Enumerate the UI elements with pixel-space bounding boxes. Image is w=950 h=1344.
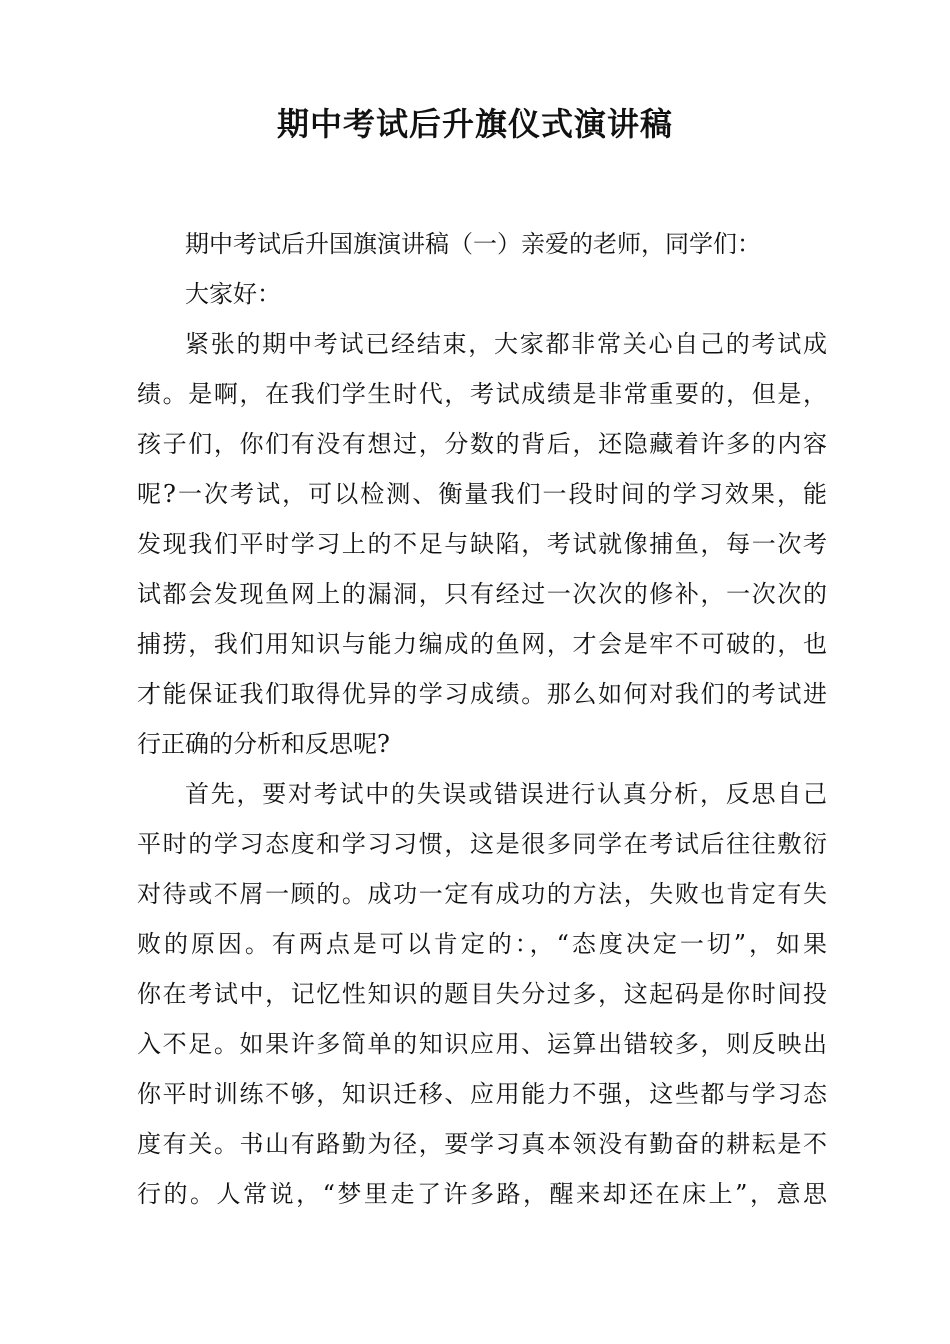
text-line: 绩。是啊，在我们学生时代，考试成绩是非常重要的，但是， <box>137 380 827 408</box>
text-line: 首先，要对考试中的失误或错误进行认真分析，反思自己 <box>185 780 827 808</box>
text-line: 试都会发现鱼网上的漏洞，只有经过一次次的修补，一次次的 <box>137 580 827 608</box>
document-body <box>137 219 827 1219</box>
text-line: 行正确的分析和反思呢? <box>137 730 390 758</box>
text-line: 行的。人常说，“梦里走了许多路，醒来却还在床上”，意思 <box>137 1180 827 1208</box>
text-line: 你平时训练不够，知识迁移、应用能力不强，这些都与学习态 <box>137 1080 827 1108</box>
text-line: 呢?一次考试，可以检测、衡量我们一段时间的学习效果，能 <box>137 480 827 508</box>
text-line: 大家好： <box>185 280 281 308</box>
document-title: 期中考试后升旗仪式演讲稿 <box>276 105 673 143</box>
text-line: 期中考试后升国旗演讲稿（一）亲爱的老师，同学们： <box>185 230 761 258</box>
text-line: 败的原因。有两点是可以肯定的：，“态度决定一切”，如果 <box>137 930 827 958</box>
text-line: 孩子们，你们有没有想过，分数的背后，还隐藏着许多的内容 <box>137 430 827 458</box>
text-line: 紧张的期中考试已经结束，大家都非常关心自己的考试成 <box>185 330 827 358</box>
text-line: 发现我们平时学习上的不足与缺陷，考试就像捕鱼，每一次考 <box>137 530 827 558</box>
text-line: 对待或不屑一顾的。成功一定有成功的方法，失败也肯定有失 <box>137 880 827 908</box>
text-line: 才能保证我们取得优异的学习成绩。那么如何对我们的考试进 <box>137 680 827 708</box>
text-line: 你在考试中，记忆性知识的题目失分过多，这起码是你时间投 <box>137 980 827 1008</box>
text-line: 入不足。如果许多简单的知识应用、运算出错较多，则反映出 <box>137 1030 827 1058</box>
text-line: 捕捞，我们用知识与能力编成的鱼网，才会是牢不可破的，也 <box>137 630 827 658</box>
text-line: 度有关。书山有路勤为径，要学习真本领没有勤奋的耕耘是不 <box>137 1130 827 1158</box>
text-line: 平时的学习态度和学习习惯，这是很多同学在考试后往往敷衍 <box>137 830 827 858</box>
